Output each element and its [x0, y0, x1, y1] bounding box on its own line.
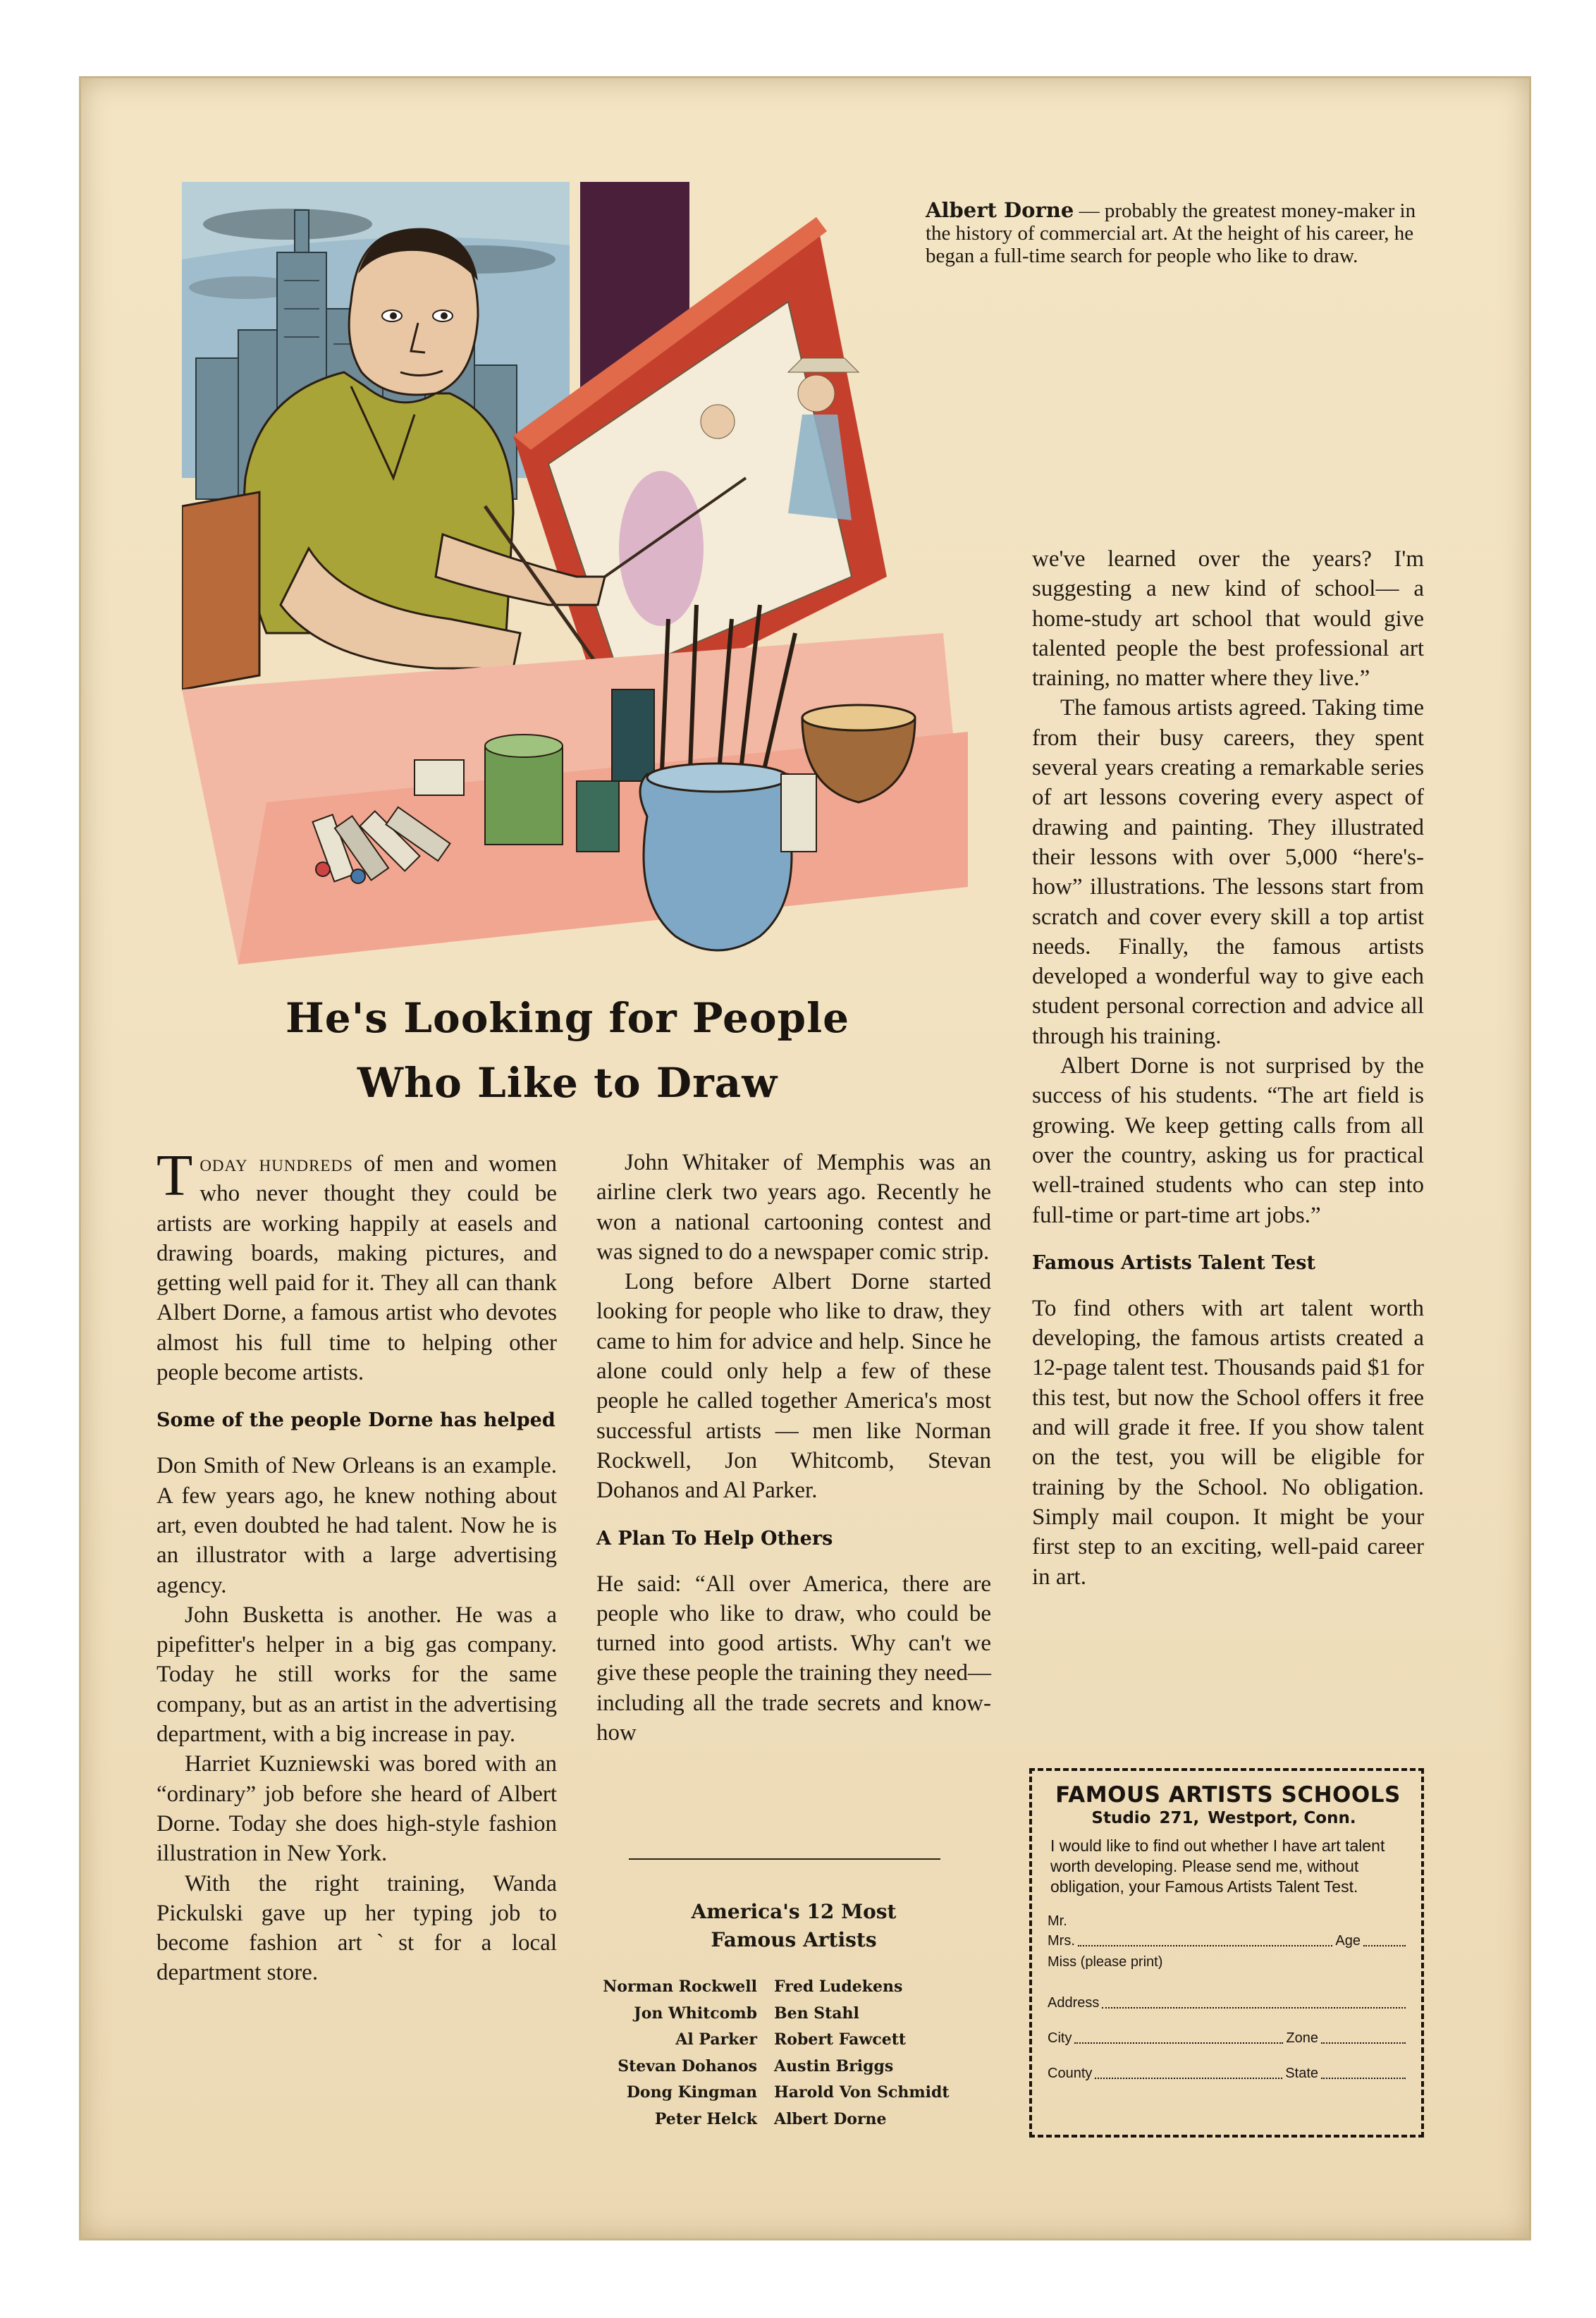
coupon-studio-number: 271,	[1159, 1809, 1200, 1827]
artist-name: Harold Von Schmidt	[774, 2083, 950, 2102]
subhead-plan: A Plan To Help Others	[596, 1527, 833, 1550]
article-column-3	[1032, 544, 1424, 1592]
paragraph-artists-agreed: The famous artists agreed. Taking time from their busy careers, they spent several years creating a remarkable series of art lessons covering every aspect of drawing and painting. They illustrated their lessons with over 5,000 “here's-how” illustrations. The lessons start from scratch and cover every skill a top artist needs. Finally, the famous artists developed a wonderful way to give each student personal correction and advice all through his training.	[1032, 695, 1424, 1049]
coupon-request-text: I would like to find out whether I have art talent worth developing. Please send me, without obligation, your Famous Artists Talent Test.	[1050, 1836, 1385, 1896]
famous-artists-title-line-1: America's 12 Most	[691, 1900, 897, 1923]
artist-row	[585, 2080, 1008, 2107]
artist-at-easel-illustration	[182, 182, 968, 982]
coupon-city-line[interactable]	[1074, 2042, 1283, 2044]
artist-name: Ben Stahl	[774, 2004, 859, 2023]
article-column-1	[156, 1143, 557, 1988]
coupon-state-line[interactable]	[1321, 2078, 1406, 2079]
artist-name: Albert Dorne	[774, 2109, 887, 2128]
coupon-label-miss: Miss (please print)	[1048, 1954, 1163, 1970]
artist-name: Jon Whitcomb	[634, 2004, 757, 2023]
coupon-label-address: Address	[1048, 1995, 1100, 2011]
famous-artists-title	[596, 1898, 991, 1954]
coupon-label-mr: Mr.	[1048, 1913, 1067, 1929]
coupon-label-mrs: Mrs.	[1048, 1933, 1075, 1949]
artist-name: Peter Helck	[654, 2109, 757, 2128]
headline	[176, 986, 959, 1115]
artist-row	[585, 2054, 1008, 2080]
artist-name: Austin Briggs	[774, 2056, 894, 2075]
paragraph-dorne-search: Long before Albert Dorne started looking for people who like to draw, they came to him for advice and help. Since he alone could only help a few of these people he called together America's most successful artists — men like Norman Rockwell, Jon Whitcomb, Stevan Dohanos and Al Parker.	[596, 1269, 991, 1504]
coupon-studio-line	[1048, 1808, 1408, 1829]
artist-name: Robert Fawcett	[774, 2030, 907, 2049]
caption-name: Albert Dorne	[926, 198, 1074, 222]
artist-name: Al Parker	[675, 2030, 757, 2049]
artist-row	[585, 1974, 1008, 2001]
coupon-label-age: Age	[1335, 1933, 1361, 1949]
subhead-talent-test: Famous Artists Talent Test	[1032, 1251, 1315, 1274]
caption-text: — probably the greatest money-maker in the history of commercial art. At the height of his career, he began a full-time search for people who like to draw.	[926, 200, 1416, 267]
coupon-field-county[interactable]	[1048, 2065, 1408, 2082]
paragraph-wanda-pickulski: With the right training, Wanda Pickulski gave up her typing job to become fashion artˋst for a local department store.	[156, 1870, 557, 1986]
intro-smallcaps: oday hundreds	[200, 1151, 353, 1177]
coupon-label-county: County	[1048, 2066, 1093, 2081]
divider-rule	[629, 1858, 940, 1860]
coupon-title: FAMOUS ARTISTS SCHOOLS	[1055, 1782, 1401, 1808]
paragraph-john-busketta: John Busketta is another. He was a pipefitter's helper in a big gas company. Today he still works for the same company, but as an artist in the advertising department, with a big increase in pay.	[156, 1602, 557, 1748]
artist-name: Fred Ludekens	[774, 1977, 903, 1996]
headline-line-2: Who Like to Draw	[357, 1059, 778, 1107]
paragraph-john-whitaker: John Whitaker of Memphis was an airline clerk two years ago. Recently he won a national cartooning contest and was signed to do a newspaper comic strip.	[596, 1150, 991, 1265]
famous-artists-list	[585, 1974, 1008, 2133]
paragraph-new-school: we've learned over the years? I'm suggesting a new kind of school— a home-study art school that would give talented people the best professional art training, no matter where they live.”	[1032, 546, 1424, 692]
coupon-location: Westport, Conn.	[1208, 1809, 1356, 1827]
coupon-name-line[interactable]	[1078, 1945, 1333, 1946]
paragraph-talent-test: To find others with art talent worth developing, the famous artists created a 12-page talent test. Thousands paid $1 for this test, but now the School offers it free and will grade it free. If you show talent on the test, you will be eligible for training by the School. No obligation. Simply mail coupon. It might be your first step to an exciting, well-paid career in art.	[1032, 1295, 1424, 1590]
coupon-address-line[interactable]	[1102, 2007, 1406, 2009]
paragraph-don-smith: Don Smith of New Orleans is an example. A few years ago, he knew nothing about art, even doubted he had talent. Now he is an illustrator with a large advertising agency.	[156, 1453, 557, 1598]
coupon-county-line[interactable]	[1095, 2078, 1282, 2079]
article-column-2	[596, 1148, 991, 1748]
intro-text: of men and women who never thought they could be artists are working happily at easels and drawing boards, making pictures, and getting well paid for it. They all can thank Albert Dorne, a famous artist who devotes almost his full time to helping other people become artists.	[156, 1151, 557, 1386]
artist-row	[585, 2027, 1008, 2054]
coupon-label-zone: Zone	[1286, 2030, 1318, 2046]
famous-artists-title-line-2: Famous Artists	[711, 1928, 877, 1951]
coupon-zone-line[interactable]	[1321, 2042, 1406, 2044]
artist-row	[585, 2107, 1008, 2133]
coupon-field-mr[interactable]	[1048, 1913, 1408, 1930]
coupon-age-line[interactable]	[1363, 1945, 1406, 1946]
coupon-field-address[interactable]	[1048, 1994, 1408, 2011]
headline-line-1: He's Looking for People	[285, 994, 850, 1042]
paragraph-he-said: He said: “All over America, there are people who like to draw, who could be turned into good artists. Why can't we give these people the training they need—including all the trade secrets and know-how	[596, 1571, 991, 1746]
mail-in-coupon[interactable]	[1029, 1768, 1424, 2138]
drop-cap: T	[156, 1143, 193, 1208]
subhead-people-helped: Some of the people Dorne has helped	[156, 1409, 555, 1432]
artist-name: Stevan Dohanos	[618, 2056, 757, 2075]
artist-name: Dong Kingman	[626, 2083, 757, 2102]
coupon-field-city[interactable]	[1048, 2030, 1408, 2047]
intro-paragraph	[156, 1143, 557, 1387]
paragraph-not-surprised: Albert Dorne is not surprised by the success of his students. “The art field is growing. We keep getting calls from all over the country, asking us for practical well-trained students who can step into full-time or part-time art jobs.”	[1032, 1053, 1424, 1228]
coupon-label-state: State	[1285, 2066, 1318, 2081]
coupon-studio: Studio	[1091, 1809, 1151, 1827]
paragraph-harriet-kuzniewski: Harriet Kuzniewski was bored with an “ordinary” job before she heard of Albert Dorne. Today she does high-style fashion illustration in New York.	[156, 1751, 557, 1867]
coupon-field-mrs[interactable]	[1048, 1932, 1408, 1949]
coupon-label-city: City	[1048, 2030, 1072, 2046]
artist-name: Norman Rockwell	[603, 1977, 757, 1996]
illustration-caption	[926, 199, 1433, 267]
coupon-field-miss[interactable]	[1048, 1954, 1408, 1970]
artist-row	[585, 2001, 1008, 2028]
